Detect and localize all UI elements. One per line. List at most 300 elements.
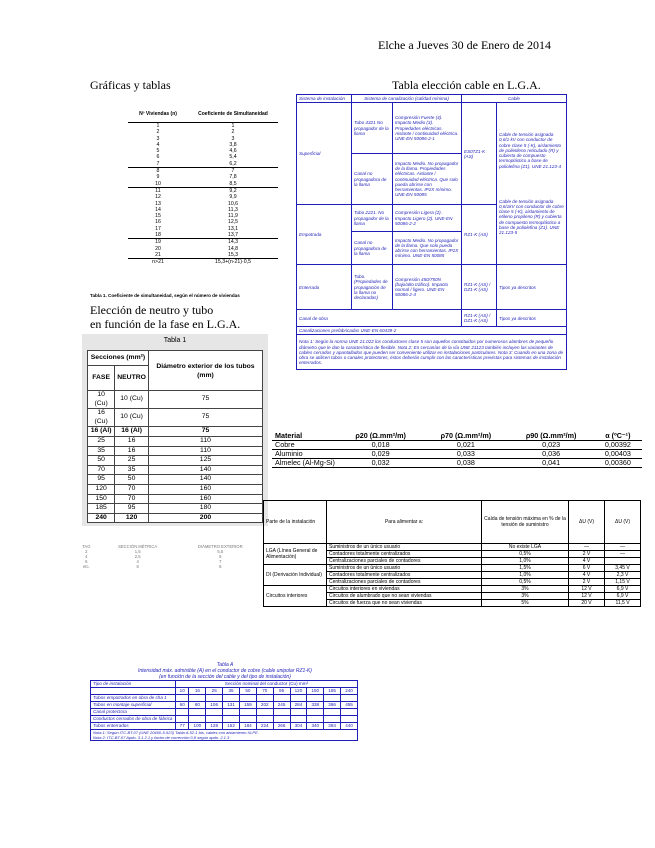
intensidad-value: [290, 716, 307, 723]
intensidad-value: 131: [223, 702, 240, 709]
cell-coeficiente: 15,3+(n-21)·0,5: [215, 259, 251, 266]
caida-row-alimentar: Circuitos interiores en viviendas: [327, 586, 482, 593]
intensidad-value: [189, 716, 206, 723]
cell-viviendas: 15: [155, 213, 161, 220]
intensidad-value: 338: [307, 702, 324, 709]
intensidad-section: 25: [206, 688, 223, 695]
cell-value: 0,036: [509, 450, 594, 459]
intensidad-value: [256, 716, 273, 723]
cable-row-cable: RZ1-K (AS) / DZ1-K (AS): [462, 265, 497, 310]
col-header-rho70: ρ70 (Ω.mm²/m): [423, 432, 508, 441]
intensidad-value: [341, 709, 358, 716]
cell-neutro: 35: [115, 465, 149, 475]
table-row: [88, 456, 263, 466]
cell-neutro: 95: [115, 504, 149, 514]
intensidad-value: 340: [307, 723, 324, 730]
cell-value: 0,023: [509, 441, 594, 450]
blurred-table: [74, 544, 264, 569]
table-row: [128, 232, 278, 239]
cable-row-cable-desc: Tipos ya descritos: [497, 310, 567, 327]
section-title-tabla-cable: Tabla elección cable en L.G.A.: [392, 78, 541, 92]
cell-value: 0,00392: [594, 441, 642, 450]
material-table: [272, 432, 642, 468]
table-row: [88, 504, 263, 514]
cable-notes: Nota 1: Según la norma UNE 21.022 los conductores clase 5 son aquellos constituidos por numerosos alambres de pequeño diámetro que le dan la característica de flexible. Nota 2: En cercanías de la vía UNE 21123 también incluyen las variantes de cables cerrados y apantallados que pueden ser conveniente utilizar en instalaciones particulares. Nota 3: Cuando en una zona de obra se utilicen tubos o canales protectores, éstos deberán cumplir con las características previstas para sistemas de instalación enterrados.: [297, 335, 567, 370]
cell-viviendas: 18: [128, 232, 188, 239]
caida-row-du2: 6,9 V: [605, 586, 641, 593]
intensidad-value: 384: [324, 723, 341, 730]
caida-row-du2: 2,3 V: [605, 572, 641, 579]
intensidad-value: [341, 695, 358, 702]
cell-coeficiente: 9,9: [229, 194, 237, 201]
intensidad-value: [176, 716, 189, 723]
table-row: [91, 716, 358, 723]
cell-viviendas: 14: [155, 206, 161, 213]
col-header-rho90: ρ90 (Ω.mm²/m): [509, 432, 594, 441]
cell-diametro: 75: [148, 427, 262, 437]
cable-row-cable-desc: Tipos ya descritos: [497, 265, 567, 310]
cell-fase: 16 (Cu): [88, 409, 115, 427]
intensidad-value: 128: [206, 723, 223, 730]
table-row: [91, 709, 358, 716]
cell-coeficiente: 11,9: [228, 213, 238, 220]
cable-row-canal: Canal no propagadora de la llama: [352, 232, 393, 265]
caida-row-du1: 4 V: [569, 558, 605, 565]
simultaneidad-table: [128, 108, 278, 266]
cell-coeficiente: 7,8: [229, 174, 237, 181]
cable-row-canal: Tubo 2221. No propagador de la llama: [352, 205, 393, 232]
cell-value: 0,033: [423, 450, 508, 459]
cell-coeficiente: 11,3: [228, 206, 238, 213]
blur-cell: 8: [219, 564, 222, 569]
cell-diametro: 140: [148, 475, 262, 485]
cell-viviendas: 21: [128, 252, 188, 259]
intensidad-value: [341, 716, 358, 723]
cable-row-canal: Tubo 4321 No propagador de la llama: [352, 103, 393, 154]
caida-row-alimentar: Centralizaciones parciales de contadores: [327, 558, 482, 565]
intensidad-value: 152: [223, 723, 240, 730]
table-row: [88, 475, 263, 485]
cell-viviendas: n>21: [152, 259, 164, 266]
table-row: [88, 465, 263, 475]
cell-diametro: 75: [148, 409, 262, 427]
col-header-canalizacion: Sistema de canalización (calidad mínima): [352, 95, 462, 103]
intensidad-value: 266: [273, 723, 290, 730]
cable-desc-1: Cable de tensión asignada 0,6/1 kV con conductor de cobre clase 5 (-K), aislamiento de polietileno reticulado (R) y cubierta de compuesto termoplástico a base de poliolefina (Z1). UNE 21.123-4: [499, 132, 562, 169]
caida-row-alimentar: Suministros de un único usuario: [327, 544, 482, 551]
table-row: [88, 446, 263, 456]
cell-viviendas: 11: [155, 187, 161, 194]
cable-footer-line: Canalizaciones prefabricadas UNE-EN 60439-2: [297, 327, 567, 335]
blur-cell: etc.: [82, 564, 90, 569]
cell-viviendas: 16: [155, 219, 161, 226]
col-header-neutro: NEUTRO: [115, 366, 149, 391]
col-header-viviendas: Nº Viviendas (n): [128, 108, 188, 123]
cell-fase: 35: [88, 446, 115, 456]
table-row: [88, 513, 263, 523]
intensidad-subtitle: Intensidad máx. admisible (A) en el conductor de cobre (cable unipolar RZ1-K): [138, 668, 312, 674]
table-row: [88, 409, 263, 427]
col-header-caida-max: Caída de tensión máxima en % de la tensión de suministro: [482, 501, 569, 544]
intensidad-value: [223, 709, 240, 716]
intensidad-value: [189, 695, 206, 702]
cell-fase: 16 (Al): [88, 427, 115, 437]
intensidad-value: [290, 695, 307, 702]
cell-coeficiente: 5,4: [229, 154, 237, 161]
table-row: [128, 161, 278, 168]
intensidad-value: [206, 709, 223, 716]
cell-fase: 120: [88, 484, 115, 494]
intensidad-value: [206, 716, 223, 723]
caida-row-alimentar: Circuitos de fuerza que no sean viviendas: [327, 600, 482, 607]
caida-row-du1: 12 V: [569, 593, 605, 600]
cable-row-desc: Compresión Ligera (2). Impacto Ligero (2). UNE-EN 50086-2-2: [393, 205, 462, 232]
cell-diametro: 125: [148, 456, 262, 466]
cell-coeficiente: 13,1: [227, 225, 239, 232]
cable-row-sistema: Enterrada: [297, 265, 352, 310]
blur-cell: 2,5: [134, 554, 141, 559]
caida-row-pct: 1,5%: [482, 565, 569, 572]
col-header-du1: ΔU (V): [569, 501, 605, 544]
intensidad-section: 240: [341, 688, 358, 695]
caida-row-pct: 0,5%: [482, 551, 569, 558]
cell-diametro: 140: [148, 465, 262, 475]
caida-row-du1: 6 V: [569, 565, 605, 572]
cell-coeficiente: 6,2: [188, 161, 278, 168]
intensidad-title: Tabla A: [216, 662, 234, 668]
blur-col-header: TAG: [82, 544, 91, 549]
blur-cell: 5,5: [217, 549, 224, 554]
intensidad-value: 184: [239, 723, 256, 730]
cell-coeficiente: 3: [231, 135, 235, 142]
cell-fase: 240: [88, 513, 115, 523]
cell-value: 0,00360: [594, 459, 642, 468]
intensidad-value: [307, 709, 324, 716]
intensidad-value: [256, 695, 273, 702]
cell-viviendas: 13: [155, 200, 161, 207]
cell-coeficiente: 15,3: [188, 252, 278, 259]
cell-diametro: 160: [148, 484, 262, 494]
intensidad-value: [324, 716, 341, 723]
caida-row-pct: 3%: [482, 593, 569, 600]
caida-row-du1: 12 V: [569, 586, 605, 593]
intensidad-value: [273, 709, 290, 716]
cell-coeficiente: 14,8: [227, 245, 239, 252]
intensidad-section: 95: [273, 688, 290, 695]
caida-row-pct: 1,0%: [482, 572, 569, 579]
table-row: [128, 239, 278, 246]
intensidad-value: [307, 716, 324, 723]
cable-row-desc: Compresión Fuerte (4). Impacto Medio (3). Propiedades eléctricas. Aislante / continuidad eléctrica. UNE-EN 50086-2-1: [393, 103, 462, 154]
col-header-sistema: Sistema de instalación: [297, 95, 352, 103]
cell-neutro: 10 (Cu): [115, 409, 149, 427]
blur-cell: 2: [85, 549, 88, 554]
cell-diametro: 110: [148, 446, 262, 456]
intensidad-subtitle2: (en función de la sección del cable y del tipo de instalación): [159, 674, 291, 680]
table-row: [91, 702, 358, 709]
cell-fase: 185: [88, 504, 115, 514]
cell-neutro: 50: [115, 475, 149, 485]
intensidad-value: 386: [324, 702, 341, 709]
table-row: [128, 181, 278, 188]
caida-row-du1: 4 V: [569, 572, 605, 579]
cable-row-canal: Canal no propagadora de la llama: [352, 154, 393, 205]
cell-neutro: 16: [115, 446, 149, 456]
caida-row-du2: 11,5 V: [605, 600, 641, 607]
intensidad-value: [176, 695, 189, 702]
blur-col-header: DIÁMETRO EXTERIOR: [197, 544, 243, 549]
cell-diametro: 75: [148, 391, 262, 409]
cell-value: 0,029: [338, 450, 423, 459]
table-row: [91, 723, 358, 730]
blur-cell: 1,5: [134, 549, 141, 554]
cell-fase: 10 (Cu): [88, 391, 115, 409]
blur-cell: 4: [136, 559, 139, 564]
cell-coeficiente: 10,6: [227, 200, 239, 207]
caida-row-du1: —: [569, 544, 605, 551]
caida-row-du2: —: [605, 551, 641, 558]
intensidad-value: [239, 716, 256, 723]
intensidad-value: 440: [341, 723, 358, 730]
cell-fase: 25: [88, 436, 115, 446]
cell-viviendas: 6: [156, 154, 160, 161]
col-header-diametro: Diámetro exterior de los tubos (mm): [148, 351, 262, 391]
caida-row-alimentar: Suministros de un único usuario: [327, 565, 482, 572]
col-header-parte: Parte de la instalación: [264, 501, 327, 544]
caida-row-alimentar: Circuitos de alumbrado que no sean viviendas: [327, 593, 482, 600]
intensidad-section: 16: [189, 688, 206, 695]
col-header-cable: Cable: [462, 95, 567, 103]
cell-material: Almelec (Al-Mg-Si): [272, 459, 338, 468]
intensidad-spacer: [91, 688, 176, 695]
caida-row-du2: 1,15 V: [605, 579, 641, 586]
intensidad-value: 245: [273, 702, 290, 709]
caida-row-du2: [605, 558, 641, 565]
caida-row-alimentar: Contadores totalmente centralizados: [327, 572, 482, 579]
neutro-table-panel: [82, 334, 268, 526]
cell-coeficiente: 9,2: [229, 187, 237, 194]
intensidad-value: [223, 716, 240, 723]
caida-row-du1: 2 V: [569, 579, 605, 586]
col-header-alpha: α (ºC⁻¹): [594, 432, 642, 441]
intensidad-table: [90, 680, 358, 741]
cable-row-cable: ES07Z1-K (AS): [462, 103, 497, 205]
intensidad-row-label: Tubos empotrados en obra de cha 1: [91, 695, 176, 702]
cell-neutro: 70: [115, 484, 149, 494]
cell-viviendas: 19: [155, 239, 161, 246]
cable-row-sistema: Empotrada: [297, 205, 352, 265]
caida-row-parte: DI (Derivación Individual): [264, 565, 327, 586]
col-header-rho20: ρ20 (Ω.mm²/m): [338, 432, 423, 441]
cell-coeficiente: 2: [231, 129, 235, 136]
intensidad-value: 100: [189, 723, 206, 730]
intensidad-value: [290, 709, 307, 716]
intensidad-value: [273, 695, 290, 702]
cell-coeficiente: 8,5: [188, 181, 278, 188]
col-header-coeficiente: Coeficiente de Simultaneidad: [188, 108, 278, 123]
intensidad-section: 150: [307, 688, 324, 695]
intensidad-value: 455: [341, 702, 358, 709]
intensidad-row-label: Canal protectora: [91, 709, 176, 716]
intensidad-value: 304: [290, 723, 307, 730]
caida-row-pct: 5%: [482, 600, 569, 607]
intensidad-title-block: [90, 662, 360, 680]
cell-fase: 70: [88, 465, 115, 475]
caida-row-pct: 0,5%: [482, 579, 569, 586]
table-row: [88, 427, 263, 437]
cell-diametro: 180: [148, 504, 262, 514]
cable-desc-2: Cable de tensión asignada 0,6/1kV con conductor de cobre clase 5 (-K), aislamiento de etileno propileno (R) y cubierta de compuesto termoplástico a base de poliolefina (Z1). UNE 21.123-5: [499, 198, 564, 235]
intensidad-row-label: Tubos enterrados: [91, 723, 176, 730]
cell-coeficiente: 4,6: [229, 148, 237, 155]
cell-value: 0,018: [338, 441, 423, 450]
cell-viviendas: 12: [155, 194, 161, 201]
cable-row-sistema: Canal de obra: [297, 310, 462, 327]
intensidad-value: 80: [189, 702, 206, 709]
blur-col-header: SECCIÓN MÉTRICA: [118, 544, 158, 549]
cell-viviendas: 20: [155, 245, 161, 252]
cell-viviendas: 10: [128, 181, 188, 188]
cable-row-desc: Compresión 450/750N (bajo/alto tráfico). Impacto normal / ligero. UNE-EN 50086-2-4: [393, 265, 462, 310]
cell-diametro: 110: [148, 436, 262, 446]
intensidad-value: [189, 709, 206, 716]
cell-coeficiente: 14,3: [227, 239, 239, 246]
intensidad-row-label: Tubos en montaje superficial: [91, 702, 176, 709]
section-title-neutro: [90, 303, 240, 331]
intensidad-value: 106: [206, 702, 223, 709]
table-row: [128, 168, 278, 175]
cable-row-cable: RZ1-K (AS) / DZ1-K (AS): [462, 310, 497, 327]
cell-coeficiente: 3,8: [229, 141, 237, 148]
cell-neutro: 16: [115, 436, 149, 446]
cell-neutro: 120: [115, 513, 149, 523]
cable-table: [296, 94, 567, 370]
intensidad-value: 202: [256, 702, 273, 709]
cell-coeficiente: 12,5: [227, 219, 239, 226]
intensidad-value: 159: [239, 702, 256, 709]
cell-material: Cobre: [272, 441, 338, 450]
cable-row-desc: Impacto Medio. No propagador de la llama. Que solo pueda abrirse con herramientas. IP2X mínimo. UNE-EN 50085: [393, 232, 462, 265]
intensidad-row-label: Conductos cerrados de obra de fábrica: [91, 716, 176, 723]
cell-viviendas: 4: [156, 141, 160, 148]
table-row: [272, 459, 642, 468]
intensidad-value: [239, 709, 256, 716]
cell-neutro: 16 (Al): [115, 427, 149, 437]
cable-row-cable: RZ1-K (AS): [462, 205, 497, 265]
caida-tension-table: [263, 500, 641, 607]
col-header-du2: ΔU (V): [605, 501, 641, 544]
table-row: [91, 695, 358, 702]
intensidad-value: 77: [176, 723, 189, 730]
cell-viviendas: 3: [156, 135, 160, 142]
intensidad-value: [223, 695, 240, 702]
intensidad-value: 60: [176, 702, 189, 709]
intensidad-value: 284: [290, 702, 307, 709]
intensidad-note-2: Nota 2: ITC-BT-07 Apdo. 3.1.2.1 y factor de corrección 0,8 según apdo. 2.1.3: [93, 735, 230, 740]
caida-row-parte: Circuitos interiores: [264, 586, 327, 607]
cell-viviendas: 1: [156, 123, 160, 129]
intensidad-section: 50: [239, 688, 256, 695]
caida-row-du2: —: [605, 544, 641, 551]
table-row: [88, 494, 263, 504]
cell-value: 0,038: [423, 459, 508, 468]
intensidad-section: 35: [223, 688, 240, 695]
section-title-graficas: Gráficas y tablas: [90, 78, 171, 92]
cell-coeficiente: 13,7: [188, 232, 278, 239]
cell-coeficiente: 7: [231, 168, 235, 175]
cell-value: 0,032: [338, 459, 423, 468]
table-row: [74, 564, 264, 569]
blur-cell: 7: [219, 559, 222, 564]
intensidad-note-1: Nota 1: Según ITC-BT-07 (UNE 20460-5-523) Tabla A.52-1 bis, cables con aislamiento XLPE.: [93, 730, 259, 735]
blur-cell: 4: [85, 554, 88, 559]
intensidad-value: [324, 709, 341, 716]
table-row: [88, 484, 263, 494]
cell-neutro: 10 (Cu): [115, 391, 149, 409]
section-title-neutro-line2: en función de la fase en L.G.A.: [90, 317, 241, 331]
cell-diametro: 200: [148, 513, 262, 523]
cell-neutro: 70: [115, 494, 149, 504]
header-date: Elche a Jueves 30 de Enero de 2014: [378, 38, 551, 52]
blur-cell: 6: [85, 559, 88, 564]
cable-row-cable-desc: [497, 103, 567, 265]
cell-neutro: 25: [115, 456, 149, 466]
intensidad-value: 224: [256, 723, 273, 730]
cell-viviendas: 7: [128, 161, 188, 168]
col-header-alimentar: Para alimentar a:: [327, 501, 482, 544]
caida-row-pct: 3%: [482, 586, 569, 593]
intensidad-section: 120: [290, 688, 307, 695]
intensidad-value: [273, 716, 290, 723]
intensidad-value: [256, 709, 273, 716]
cell-value: 0,041: [509, 459, 594, 468]
table-row: [128, 123, 278, 130]
caida-row-du2: 6,9 V: [605, 593, 641, 600]
cell-fase: 95: [88, 475, 115, 485]
simultaneidad-caption: Tabla 1. Coeficiente de simultaneidad, según el número de viviendas: [90, 293, 240, 298]
cell-viviendas: 9: [156, 174, 160, 181]
cell-material: Aluminio: [272, 450, 338, 459]
intensidad-notes: [91, 730, 358, 741]
cell-fase: 50: [88, 456, 115, 466]
table-row: [88, 436, 263, 446]
cell-viviendas: 5: [156, 148, 160, 155]
caida-row-pct: 1,0%: [482, 558, 569, 565]
cell-viviendas: 8: [156, 168, 160, 175]
intensidad-value: [176, 709, 189, 716]
cell-fase: 150: [88, 494, 115, 504]
table-row: [128, 259, 278, 266]
cable-row-desc: Impacto Medio. No propagador de la llama. Propiedades eléctricas. Aislante / continuidad eléctrica. Que solo pueda abrirse con herramientas. IP2X mínimo. UNE-EN 50085: [393, 154, 462, 205]
table-row: [128, 187, 278, 194]
intensidad-value: [307, 695, 324, 702]
intensidad-value: [206, 695, 223, 702]
caida-row-du2: 3,45 V: [605, 565, 641, 572]
caida-row-parte: LGA (Línea General de Alimentación): [264, 544, 327, 565]
intensidad-col-header: Sección nominal del conductor (Cu) mm²: [176, 681, 358, 688]
caida-row-alimentar: Contadores totalmente centralizados: [327, 551, 482, 558]
cell-viviendas: 2: [156, 129, 160, 136]
blur-cell: 6: [219, 554, 222, 559]
cable-row-sistema: Superficial: [297, 103, 352, 205]
cell-value: 0,021: [423, 441, 508, 450]
col-header-material: Material: [272, 432, 338, 441]
table-row: [128, 252, 278, 259]
col-header-fase: FASE: [88, 366, 115, 391]
caida-row-pct: No existe LGA: [482, 544, 569, 551]
caida-row-du1: 20 V: [569, 600, 605, 607]
section-title-neutro-line1: Elección de neutro y tubo: [90, 303, 214, 317]
